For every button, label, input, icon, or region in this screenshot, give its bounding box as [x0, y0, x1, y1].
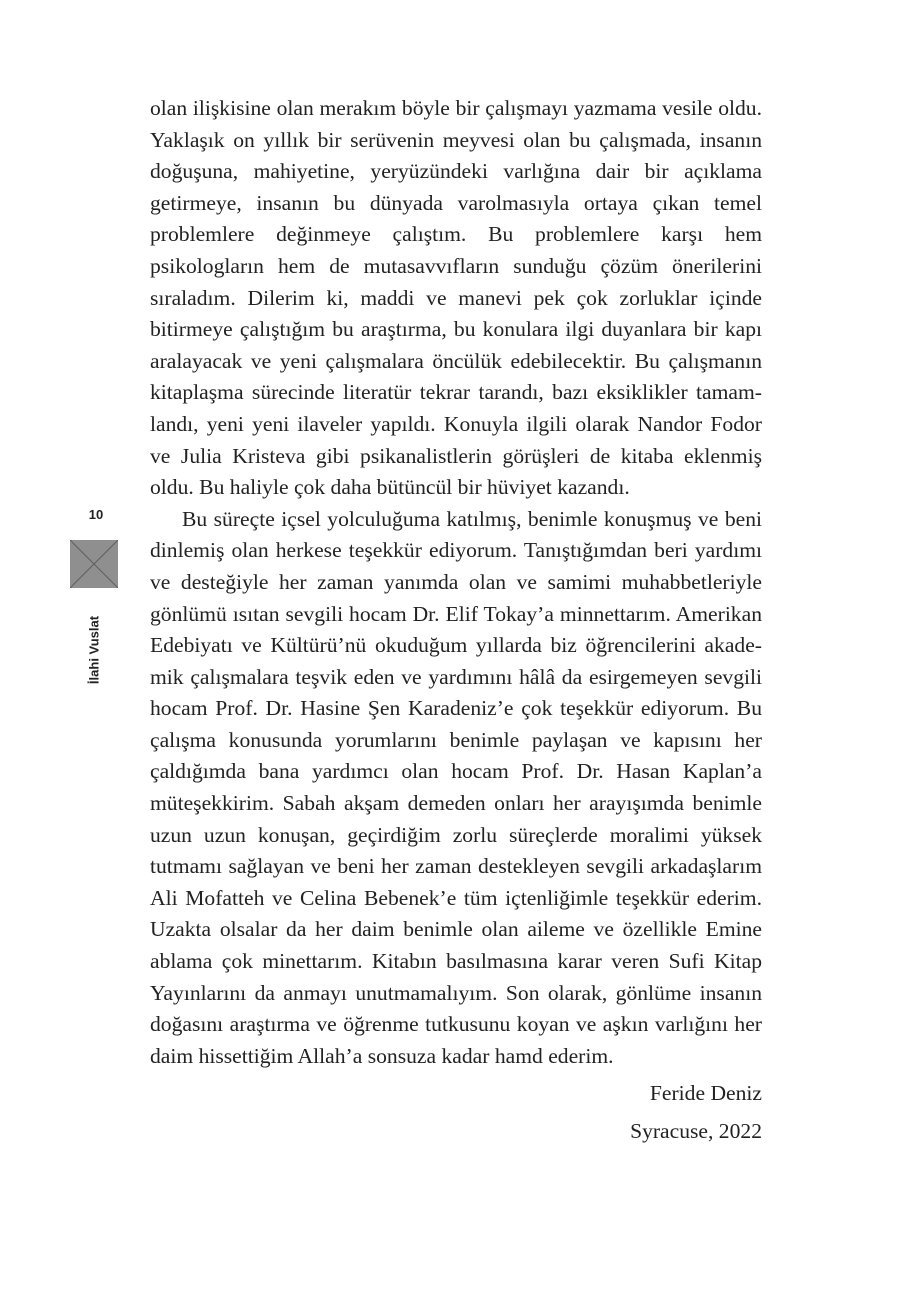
author-signature: Feride Deniz: [649, 1081, 762, 1106]
chapter-marker-box: [70, 540, 118, 588]
cross-mark-icon: [70, 540, 118, 588]
place-date: Syracuse, 2022: [630, 1119, 762, 1144]
body-text: [150, 93, 762, 1150]
paragraph-acknowledgements: Bu süreçte içsel yolculuğuma katılmış, benimle konuşmuş ve beni dinlemiş olan herkese teşekkür ediyorum. Tanıştığımdan beri yardımı ve desteğiyle her zaman yanımda olan ve samimi muhabbetleriyle gönlümü ısıtan sevgili hocam Dr. Elif Tokay’a minnettarım. Amerikan Edebiyatı ve Kültürü’nü okuduğum yıllarda biz öğrencilerini akademik çalışmalara teşvik eden ve yardımını hâlâ da esirgemeyen sevgili hocam Prof. Dr. Hasine Şen Karadeniz’e çok teşekkür ediyorum. Bu çalışma konusunda yorumlarını benimle paylaşan ve kapısını her çaldığımda bana yardımcı olan hocam Prof. Dr. Hasan Kaplan’a müteşekkirim. Sabah akşam demeden onları her arayışımda benimle uzun uzun konuşan, geçirdiğim zorlu süreçlerde moralimi yüksek tutmamı sağlayan ve beni her zaman destekleyen sevgili arkadaşlarım Ali Mofatteh ve Celina Bebenek’e tüm içtenliğimle teşekkür ederim. Uzakta olsalar da her daim benimle olan aileme ve özellikle Emine ablama çok minettarım. Kitabın basılmasına karar veren Sufi Kitap Yayınlarını da anmayı unutmamalıyım. Son olarak, gönlüme insanın doğasını araştırma ve öğrenme tutkusunu koyan ve aşkın varlığını her daim hissettiğim Allah’a sonsuza kadar hamd ederim.: [150, 506, 762, 1068]
page-number: 10: [88, 507, 104, 522]
paragraph-continued: olan ilişkisine olan merakım böyle bir çalışmayı yazmama vesile oldu. Yaklaşık on yıllık bir serüvenin meyvesi olan bu çalışmada, insanın doğuşuna, mahiyetine, yeryüzündeki varlığına dair bir açıklama getirmeye, insanın bu dünyada varolmasıyla ortaya çıkan temel problemlere değinmeye çalıştım. Bu problemlere karşı hem psikologların hem de mutasavvıfların sunduğu çözüm önerilerini sıraladım. Dilerim ki, maddi ve manevi pek çok zorluklar içinde bitirmeye çalıştığım bu araştırma, bu konulara ilgi duyanlara bir kapı aralayacak ve yeni çalışmalara öncülük edebilecektir. Bu çalışmanın kitaplaşma sürecinde literatür tekrar tarandı, bazı eksiklikler tamamlandı, yeni yeni ilaveler yapıldı. Konuyla ilgili olarak Nandor Fodor ve Julia Kristeva gibi psikanalistlerin görüşleri de kitaba eklenmiş oldu. Bu haliyle çok daha bütüncül bir hüviyet kazandı.: [150, 96, 762, 500]
running-title: İlahi Vuslat: [86, 615, 102, 685]
